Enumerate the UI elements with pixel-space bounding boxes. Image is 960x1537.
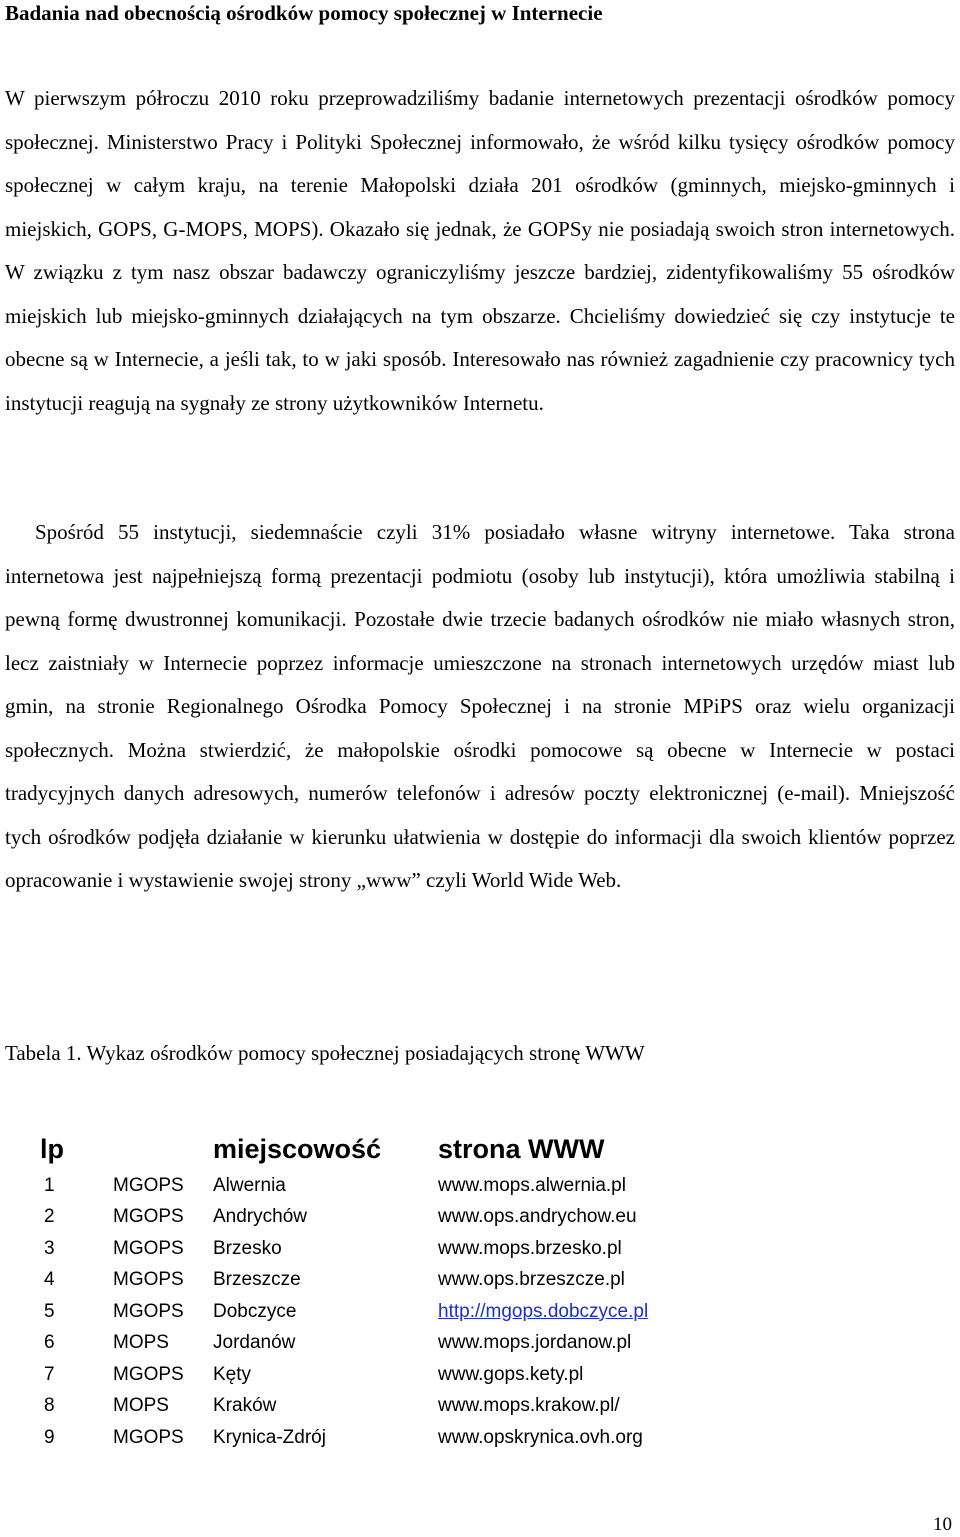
header-website: strona WWW xyxy=(438,1133,605,1164)
table-row xyxy=(36,1422,768,1454)
table-row xyxy=(36,1233,768,1265)
table-header-row xyxy=(36,1128,768,1170)
cell-type: MGOPS xyxy=(113,1206,184,1228)
cell-lp: 8 xyxy=(44,1395,55,1417)
cell-type: MGOPS xyxy=(113,1300,184,1322)
cell-type: MOPS xyxy=(113,1395,169,1417)
cell-city: Jordanów xyxy=(213,1332,296,1354)
cell-lp: 1 xyxy=(44,1174,55,1196)
cell-website: www.ops.andrychow.eu xyxy=(438,1206,637,1228)
table-caption: Tabela 1. Wykaz ośrodków pomocy społecznej posiadających stronę WWW xyxy=(5,1041,645,1065)
cell-city: Kęty xyxy=(213,1363,252,1385)
cell-lp: 4 xyxy=(44,1269,55,1291)
cell-website: www.opskrynica.ovh.org xyxy=(438,1426,643,1448)
cell-type: MOPS xyxy=(113,1332,169,1354)
cell-city: Kraków xyxy=(213,1395,277,1417)
paragraph-1: W pierwszym półroczu 2010 roku przeprowadziliśmy badanie internetowych prezentacji ośrodków pomocy społecznej. Ministerstwo Pracy i Polityki Społecznej informowało, że wśród kilku tysięcy ośrodków pomocy społecznej w całym kraju, na terenie Małopolski działa 201 ośrodków (gminnych, miejsko-gminnych i miejskich, GOPS, G-MOPS, MOPS). Okazało się jednak, że GOPSy nie posiadają swoich stron internetowych. W związku z tym nasz obszar badawczy ograniczyliśmy jeszcze bardziej, zidentyfikowaliśmy 55 ośrodków miejskich lub miejsko-gminnych działających na tym obszarze. Chcieliśmy dowiedzieć się czy instytucje te obecne są w Internecie, a jeśli tak, to w jaki sposób. Interesowało nas również zagadnienie czy pracownicy tych instytucji reagują na sygnały ze strony użytkowników Internetu. xyxy=(5,86,955,415)
cell-type: MGOPS xyxy=(113,1174,184,1196)
table-row xyxy=(36,1170,768,1202)
cell-type: MGOPS xyxy=(113,1426,184,1448)
cell-type: MGOPS xyxy=(113,1363,184,1385)
cell-website: www.mops.alwernia.pl xyxy=(438,1174,626,1196)
cell-lp: 7 xyxy=(44,1363,55,1385)
cell-type: MGOPS xyxy=(113,1237,184,1259)
table-row xyxy=(36,1391,768,1423)
table-row xyxy=(36,1202,768,1234)
cell-lp: 6 xyxy=(44,1332,55,1354)
institutions-table xyxy=(36,1128,768,1454)
header-type xyxy=(113,1128,213,1170)
cell-website xyxy=(438,1296,768,1328)
section-heading: Badania nad obecnością ośrodków pomocy społecznej w Internecie xyxy=(5,1,603,25)
cell-website: www.mops.brzesko.pl xyxy=(438,1237,622,1259)
cell-website: www.ops.brzeszcze.pl xyxy=(438,1269,625,1291)
page-number: 10 xyxy=(933,1514,952,1535)
table-row xyxy=(36,1359,768,1391)
header-city: miejscowość xyxy=(213,1133,382,1164)
cell-city: Brzesko xyxy=(213,1237,282,1259)
cell-lp: 5 xyxy=(44,1300,55,1322)
cell-type: MGOPS xyxy=(113,1269,184,1291)
cell-lp: 2 xyxy=(44,1206,55,1228)
cell-lp: 9 xyxy=(44,1426,55,1448)
cell-city: Krynica-Zdrój xyxy=(213,1426,326,1448)
header-lp: lp xyxy=(40,1133,64,1164)
website-link[interactable]: http://mgops.dobczyce.pl xyxy=(438,1300,649,1322)
table-row xyxy=(36,1328,768,1360)
cell-city: Alwernia xyxy=(213,1174,286,1196)
paragraph-2: Spośród 55 instytucji, siedemnaście czyli 31% posiadało własne witryny internetowe. Taka strona internetowa jest najpełniejszą formą prezentacji podmiotu (osoby lub instytucji), która umożliwia stabilną i pewną formę dwustronnej komunikacji. Pozostałe dwie trzecie badanych ośrodków nie miało własnych stron, lecz zaistniały w Internecie poprzez informacje umieszczone na stronach internetowych urzędów miast lub gmin, na stronie Regionalnego Ośrodka Pomocy Społecznej i na stronie MPiPS oraz wielu organizacji społecznych. Można stwierdzić, że małopolskie ośrodki pomocowe są obecne w Internecie w postaci tradycyjnych danych adresowych, numerów telefonów i adresów poczty elektronicznej (e-mail). Mniejszość tych ośrodków podjęła działanie w kierunku ułatwienia w dostępie do informacji dla swoich klientów poprzez opracowanie i wystawienie swojej strony „www” czyli World Wide Web. xyxy=(5,520,955,892)
cell-city: Dobczyce xyxy=(213,1300,297,1322)
cell-website: www.gops.kety.pl xyxy=(438,1363,584,1385)
table-row xyxy=(36,1296,768,1328)
cell-website: www.mops.krakow.pl/ xyxy=(438,1395,620,1417)
cell-website: www.mops.jordanow.pl xyxy=(438,1332,632,1354)
cell-lp: 3 xyxy=(44,1237,55,1259)
table-row xyxy=(36,1265,768,1297)
cell-city: Andrychów xyxy=(213,1206,307,1228)
cell-city: Brzeszcze xyxy=(213,1269,301,1291)
